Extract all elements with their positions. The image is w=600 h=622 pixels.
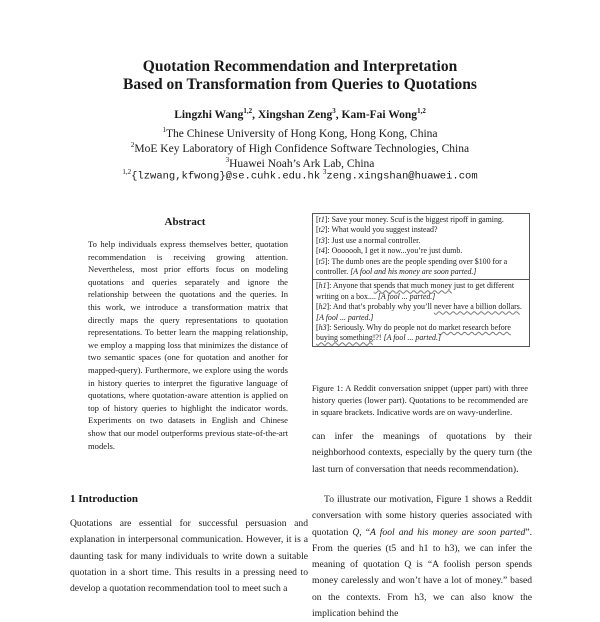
query-line: [h3]: Seriously. Why do people not do market research before buying something!?! [A fool ... parted.] xyxy=(316,323,511,343)
paper-title-line1: Quotation Recommendation and Interpretation xyxy=(142,58,458,75)
turn-line: [t1]: Save your money. Scuf is the biggest ripoff in gaming. xyxy=(316,215,504,224)
paragraph-text: To illustrate our motivation, Figure 1 shows a Reddit conversation with some history queries associated with quotation xyxy=(312,494,532,538)
author-sup: 1,2 xyxy=(243,107,253,115)
introduction-text: Quotations are essential for successful persuasion and explanation in interpersonal communication. However, it is a daunting task for many individuals to write down a suitable quotation in a short time. This results in a pressing need to develop a quotation recommendation tool to meet such a xyxy=(70,518,308,595)
figure-conversation-box xyxy=(312,213,530,347)
affiliation-text: Huawei Noah’s Ark Lab, China xyxy=(229,157,375,170)
figure-caption: Figure 1: A Reddit conversation snippet (upper part) with three history queries (lower part). Quotations to be recommended are in square brackets. Indicative words are on wavy-underline. xyxy=(312,384,528,418)
turn-tag: t2 xyxy=(318,225,325,235)
indicative-words: spends that much money xyxy=(373,281,452,291)
query-tag: h1 xyxy=(318,281,327,291)
turn-line: [t3]: Just use a normal controller. xyxy=(316,235,421,245)
query-text: : And that’s probably why you’ll xyxy=(329,302,434,312)
author-name: Kam-Fai Wong xyxy=(341,108,418,121)
turn-tag: t3 xyxy=(318,235,325,245)
turn-text: : Just use a normal controller. xyxy=(327,235,421,245)
paper-title-line2: Based on Transformation from Queries to Quotations xyxy=(123,76,477,93)
affiliation-sup: 3 xyxy=(225,156,230,164)
query-line: [h1]: Anyone that spends that much money just to get different writing on a box.... [A fool ... parted.] xyxy=(316,281,515,301)
email-sup: 3 xyxy=(322,168,327,176)
author-list: Lingzhi Wang$^{1,2}$, Xingshan Zeng$^3$, Kam-Fai Wong$^{1,2}$ xyxy=(174,107,426,121)
history-queries xyxy=(313,279,529,345)
turn-line: [t5]: The dumb ones are the people spending over $100 for a controller. [A fool and his money are soon parted.] xyxy=(316,256,508,277)
turn-text: : Save your money. Scuf is the biggest ripoff in gaming. xyxy=(327,215,504,224)
turn-line: [t2]: What would you suggest instead? xyxy=(316,225,438,235)
author-sup: 1,2 xyxy=(417,107,426,115)
conversation-turns xyxy=(313,214,529,279)
quotation-bracket: [A fool ... parted.] xyxy=(377,291,436,301)
abstract-text: To help individuals express themselves better, quotation recommendation is receiving growing attention. Nevertheless, most prior efforts focus on modeling quotations and queries separately and ignore the relationship between the quotations and the queries. In this work, we introduce a transformation matrix that directly maps the query representations to quotation representations. To better learn the mapping relationship, we employ a mapping loss that minimizes the distance of two semantic spaces (one for quotation and another for mapped-query). Furthermore, we explore using the words in history queries to interpret the figurative language of quotations, where quotation-aware attention is applied on top of history queries to highlight the indicator words. Experiments on two datasets in English and Chinese show that our model outperforms previous state-of-the-art models. xyxy=(88,239,288,451)
turn-text: : Ooooooh, I get it now...you’re just dumb. xyxy=(327,246,463,256)
body-paragraph: can infer the meanings of quotations by their neighborhood contexts, especially by the query turn (the last turn of conversation that needs recommendation). xyxy=(312,431,532,475)
email-address[interactable]: zeng.xingshan@huawei.com xyxy=(326,170,478,183)
body-paragraph xyxy=(312,492,532,622)
query-text: : Seriously. Why do people not do xyxy=(329,323,439,333)
author-name: Xingshan Zeng xyxy=(257,108,333,121)
affiliation-text: The Chinese University of Hong Kong, Hong Kong, China xyxy=(166,127,438,140)
email-line xyxy=(0,168,600,183)
query-tag: h2 xyxy=(318,302,327,312)
turn-tag: t5 xyxy=(318,256,325,266)
indicative-words: never have a billion dollars xyxy=(433,302,520,312)
author-name: Lingzhi Wang xyxy=(174,108,244,121)
abstract-heading: Abstract xyxy=(164,216,206,228)
paragraph-text: ”. From the queries (t5 and h1 to h3), we can infer the meaning of quotation Q is “A foolish person spends money carelessly and won’t have a lot of money.” based on the contexts. From h3, we can also know the implication behind the xyxy=(312,526,532,620)
turn-text: : What would you suggest instead? xyxy=(327,225,438,235)
turn-text: : The dumb ones are the people spending over $100 for a controller. xyxy=(316,256,508,277)
quotation-bracket: [A fool ... parted.] xyxy=(383,333,442,343)
affiliation-sup: 2 xyxy=(130,141,135,149)
turn-tag: t4 xyxy=(318,246,325,256)
query-text: just to get different writing on a box.... xyxy=(316,281,515,301)
quotation-text: A fool and his money are soon parted xyxy=(369,526,526,538)
quotation-bracket: [A fool and his money are soon parted.] xyxy=(350,267,477,277)
quotation-bracket: [A fool ... parted.] xyxy=(316,312,374,322)
affiliation-text: MoE Key Laboratory of High Confidence Software Technologies, China xyxy=(134,142,470,155)
query-text: : Anyone that xyxy=(329,281,374,291)
affiliation-sup: 1 xyxy=(162,126,166,134)
turn-line: [t4]: Ooooooh, I get it now...you’re just dumb. xyxy=(316,246,463,256)
query-line: [h2]: And that’s probably why you’ll never have a billion dollars. [A fool ... parted.] xyxy=(316,302,522,322)
section-heading-introduction: 1 Introduction xyxy=(70,493,138,505)
email-sup: 1,2 xyxy=(122,168,132,176)
indicative-words: market research before buying something xyxy=(316,323,511,343)
paragraph-text: , “ xyxy=(359,526,370,538)
turn-tag: t1 xyxy=(318,215,325,224)
email-address[interactable]: {lzwang,kfwong}@se.cuhk.edu.hk xyxy=(131,170,321,183)
quotation-symbol: Q xyxy=(352,526,360,538)
query-text: !?! xyxy=(372,333,384,343)
query-text: . xyxy=(519,302,522,312)
author-sup: 3 xyxy=(332,107,336,115)
query-tag: h3 xyxy=(318,323,327,333)
